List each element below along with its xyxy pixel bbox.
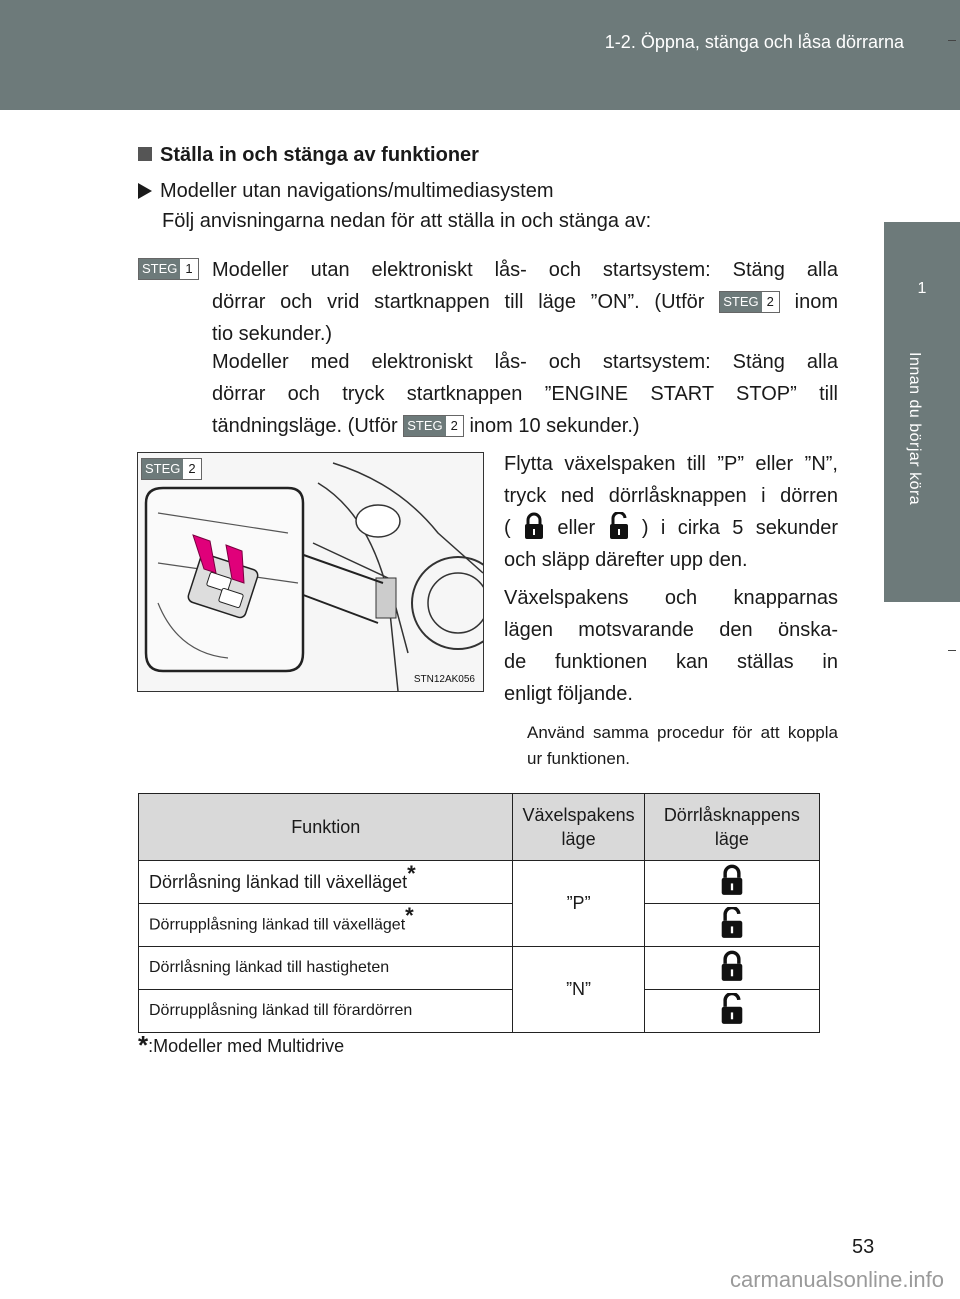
function-cell: Dörrlåsning länkad till hastigheten [139,947,513,990]
table-row [139,990,820,1033]
step2-badge: STEG 2 [141,458,202,480]
page-number: 53 [852,1236,875,1258]
header-bar [0,0,960,110]
lock-open-icon [608,512,630,540]
footnote-star: * [407,860,416,886]
step1-paragraph-2: Modeller med elektroniskt lås- och startsystem: Stäng alla dörrar och tryck startknappen ”ENGINE START STOP” till tändningsläge. (Utför STEG 2 inom 10 sekunder.) [212,351,838,437]
step2-ref-badge: STEG 2 [719,291,780,313]
crop-mark [948,40,956,41]
triangle-bullet-icon [138,183,152,199]
lock-closed-icon [719,950,745,982]
lock-open-icon [719,993,745,1025]
step2-note: Använd samma procedur för att koppla ur funktionen. [527,723,838,768]
square-bullet-icon [138,147,152,161]
step1-paragraph-1: Modeller utan elektroniskt lås- och startsystem: Stäng alla dörrar och vrid startknappen till läge ”ON”. (Utför STEG 2 inom tio sekunder.) [212,259,838,345]
function-cell: Dörrupplåsning länkad till växelläget* [139,904,513,947]
lock-closed-icon [523,512,545,540]
watermark[interactable]: carmanualsonline.info [729,1267,944,1292]
lock-button-cell [644,990,819,1033]
step2-ref-badge: STEG 2 [403,415,464,437]
lock-open-icon [719,907,745,939]
function-table [138,793,820,1033]
footnote-star: * [405,902,414,928]
figure-code: STN12AK056 [413,674,475,685]
table-row [139,861,820,904]
column-header: Växelspakens läge [513,794,644,861]
shift-position-cell: ”P” [513,861,644,947]
chapter-label: Innan du börjar köra [906,352,923,506]
step2-paragraph-2: Växelspakens och knapparnas lägen motsvarande den önska- de funktionen kan ställas in enligt följande. [504,587,838,705]
lock-button-cell [644,861,819,904]
door-lock-illustration [137,452,484,692]
table-header-row [139,794,820,861]
function-cell: Dörrupplåsning länkad till förardörren [139,990,513,1033]
section-heading: Ställa in och stänga av funktioner [138,144,479,167]
footnote: *:Modeller med Multidrive [138,1030,345,1060]
intro-text: Följ anvisningarna nedan för att ställa in och stänga av: [162,210,652,232]
chapter-number: 1 [917,280,927,297]
table-row [139,904,820,947]
table-row [139,947,820,990]
car-interior-icon [138,453,483,691]
lock-closed-icon [719,864,745,896]
lock-button-cell [644,947,819,990]
step1-badge: STEG 1 [138,258,199,280]
lock-button-cell [644,904,819,947]
function-cell: Dörrlåsning länkad till växelläget* [139,861,513,904]
chapter-title: 1-2. Öppna, stänga och låsa dörrarna [604,32,904,52]
step2-paragraph-1: Flytta växelspaken till ”P” eller ”N”, tryck ned dörrlåsknappen i dörren ( eller ) i cirka 5 sekunder och släpp därefter upp den. [504,453,839,571]
chapter-tab[interactable] [884,222,960,342]
shift-position-cell: ”N” [513,947,644,1033]
crop-mark [948,650,956,651]
column-header: Funktion [139,794,513,861]
model-line: Modeller utan navigations/multimediasystem [138,180,554,203]
column-header: Dörrlåsknappens läge [644,794,819,861]
